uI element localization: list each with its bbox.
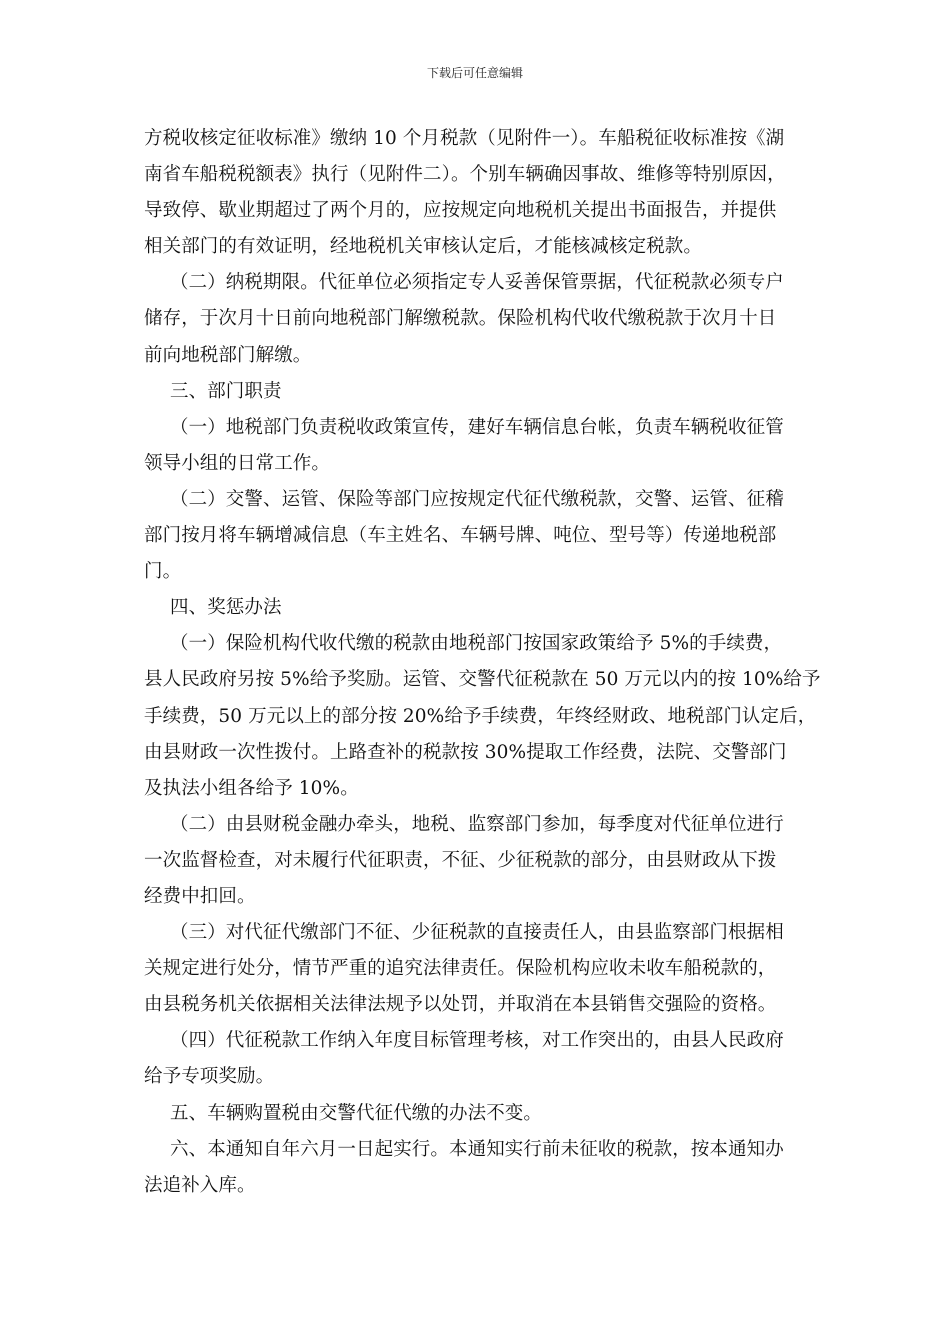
text-line: （一）地税部门负责税收政策宣传，建好车辆信息台帐，负责车辆税收征管 <box>170 416 784 438</box>
document-body <box>144 121 821 1204</box>
text-line: 及执法小组各给予 10%。 <box>144 777 359 799</box>
page-header: 下载后可任意编辑 <box>426 66 523 80</box>
text-line: 法追补入库。 <box>144 1174 256 1196</box>
text-line: 南省车船税税额表》执行（见附件二）。个别车辆确因事故、维修等特别原因， <box>144 164 786 186</box>
text-line: 相关部门的有效证明，经地税机关审核认定后，才能核减核定税款。 <box>144 236 703 258</box>
text-line: 由县财政一次性拨付。上路查补的税款按 30%提取工作经费，法院、交警部门 <box>144 741 787 763</box>
text-line: 三、部门职责 <box>170 380 282 402</box>
text-line: （二）交警、运管、保险等部门应按规定代征代缴税款，交警、运管、征稽 <box>170 488 784 510</box>
text-line: 储存，于次月十日前向地税部门解缴税款。保险机构代收代缴税款于次月十日 <box>144 308 777 330</box>
text-line: 方税收核定征收标准》缴纳 10 个月税款（见附件一）。车船税征收标准按《湖 <box>144 128 785 149</box>
text-line: 五、车辆购置税由交警代征代缴的办法不变。 <box>170 1102 543 1124</box>
text-line: 手续费，50 万元以上的部分按 20%给予手续费，年终经财政、地税部门认定后， <box>144 705 817 727</box>
text-line: 导致停、歇业期超过了两个月的，应按规定向地税机关提出书面报告，并提供 <box>144 200 777 222</box>
text-line: （三）对代征代缴部门不征、少征税款的直接责任人，由县监察部门根据相 <box>170 922 784 944</box>
text-line: （一）保险机构代收代缴的税款由地税部门按国家政策给予 5%的手续费， <box>170 633 783 655</box>
text-line: 六、本通知自年六月一日起实行。本通知实行前未征收的税款，按本通知办 <box>170 1138 784 1160</box>
text-line: 前向地税部门解缴。 <box>144 344 312 366</box>
text-line: 关规定进行处分，情节严重的追究法律责任。保险机构应收未收车船税款的， <box>144 958 777 980</box>
text-line: （四）代征税款工作纳入年度目标管理考核，对工作突出的，由县人民政府 <box>170 1030 784 1052</box>
text-line: 部门按月将车辆增减信息（车主姓名、车辆号牌、吨位、型号等）传递地税部 <box>144 525 777 547</box>
text-line: 经费中扣回。 <box>144 885 256 907</box>
text-line: 县人民政府另按 5%给予奖励。运管、交警代征税款在 50 万元以内的按 10%给予 <box>144 669 821 691</box>
text-line: （二）由县财税金融办牵头，地税、监察部门参加，每季度对代征单位进行 <box>170 813 784 835</box>
text-line: 领导小组的日常工作。 <box>144 452 331 474</box>
text-line: （二）纳税期限。代征单位必须指定专人妥善保管票据，代征税款必须专户 <box>170 272 784 294</box>
text-line: 一次监督检查，对未履行代征职责，不征、少征税款的部分，由县财政从下拨 <box>144 849 777 871</box>
text-line: 门。 <box>144 561 182 583</box>
text-line: 由县税务机关依据相关法律法规予以处罚，并取消在本县销售交强险的资格。 <box>144 994 777 1016</box>
text-line: 四、奖惩办法 <box>170 597 282 619</box>
text-line: 给予专项奖励。 <box>144 1066 275 1088</box>
